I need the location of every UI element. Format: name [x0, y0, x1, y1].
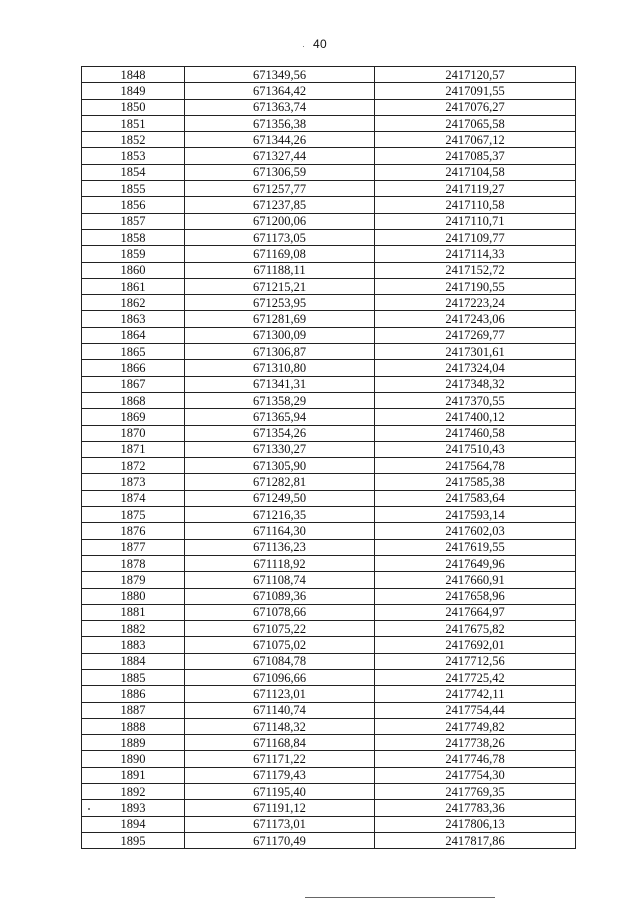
table-row	[82, 832, 576, 848]
point-number-cell: 1854	[82, 164, 185, 180]
point-number-cell: 1875	[82, 507, 185, 523]
point-number-cell: 1861	[82, 278, 185, 294]
x-coordinate-cell: 671075,02	[185, 637, 375, 653]
point-number-cell: 1850	[82, 99, 185, 115]
x-coordinate-cell: 671148,32	[185, 718, 375, 734]
y-coordinate-cell: 2417619,55	[375, 539, 576, 555]
point-number-cell: 1870	[82, 425, 185, 441]
point-number-cell: 1876	[82, 523, 185, 539]
table-row	[82, 784, 576, 800]
point-number-cell: 1880	[82, 588, 185, 604]
table-row	[82, 669, 576, 685]
scan-speck	[303, 46, 304, 47]
y-coordinate-cell: 2417583,64	[375, 490, 576, 506]
point-number-cell: 1893	[82, 800, 185, 816]
table-row	[82, 115, 576, 131]
table-row	[82, 588, 576, 604]
table-row	[82, 474, 576, 490]
point-number-cell: 1848	[82, 67, 185, 83]
table-row	[82, 409, 576, 425]
point-number-cell: 1851	[82, 115, 185, 131]
x-coordinate-cell: 671169,08	[185, 246, 375, 262]
x-coordinate-cell: 671216,35	[185, 507, 375, 523]
x-coordinate-cell: 671249,50	[185, 490, 375, 506]
x-coordinate-cell: 671084,78	[185, 653, 375, 669]
table-row	[82, 441, 576, 457]
y-coordinate-cell: 2417593,14	[375, 507, 576, 523]
y-coordinate-cell: 2417806,13	[375, 816, 576, 832]
point-number-cell: 1877	[82, 539, 185, 555]
y-coordinate-cell: 2417742,11	[375, 686, 576, 702]
table-row	[82, 653, 576, 669]
x-coordinate-cell: 671215,21	[185, 278, 375, 294]
point-number-cell: 1873	[82, 474, 185, 490]
point-number-cell: 1881	[82, 604, 185, 620]
y-coordinate-cell: 2417348,32	[375, 376, 576, 392]
point-number-cell: 1863	[82, 311, 185, 327]
table-row	[82, 539, 576, 555]
point-number-cell: 1852	[82, 132, 185, 148]
y-coordinate-cell: 2417269,77	[375, 327, 576, 343]
table-row	[82, 164, 576, 180]
page-number: 40	[313, 37, 327, 51]
y-coordinate-cell: 2417725,42	[375, 669, 576, 685]
table-row	[82, 816, 576, 832]
y-coordinate-cell: 2417110,58	[375, 197, 576, 213]
y-coordinate-cell: 2417190,55	[375, 278, 576, 294]
y-coordinate-cell: 2417110,71	[375, 213, 576, 229]
y-coordinate-cell: 2417783,36	[375, 800, 576, 816]
point-number-cell: 1882	[82, 621, 185, 637]
y-coordinate-cell: 2417370,55	[375, 392, 576, 408]
x-coordinate-cell: 671281,69	[185, 311, 375, 327]
x-coordinate-cell: 671173,01	[185, 816, 375, 832]
x-coordinate-cell: 671089,36	[185, 588, 375, 604]
point-number-cell: 1874	[82, 490, 185, 506]
y-coordinate-cell: 2417658,96	[375, 588, 576, 604]
table-row	[82, 392, 576, 408]
y-coordinate-cell: 2417564,78	[375, 458, 576, 474]
x-coordinate-cell: 671164,30	[185, 523, 375, 539]
table-row	[82, 751, 576, 767]
table-row	[82, 490, 576, 506]
y-coordinate-cell: 2417749,82	[375, 718, 576, 734]
y-coordinate-cell: 2417076,27	[375, 99, 576, 115]
y-coordinate-cell: 2417817,86	[375, 832, 576, 848]
point-number-cell: 1849	[82, 83, 185, 99]
table-row	[82, 132, 576, 148]
point-number-cell: 1872	[82, 458, 185, 474]
table-row	[82, 425, 576, 441]
point-number-cell: 1892	[82, 784, 185, 800]
y-coordinate-cell: 2417675,82	[375, 621, 576, 637]
table-row	[82, 213, 576, 229]
point-number-cell: 1894	[82, 816, 185, 832]
table-row	[82, 278, 576, 294]
footer-rule	[305, 897, 495, 898]
x-coordinate-cell: 671118,92	[185, 555, 375, 571]
table-row	[82, 327, 576, 343]
table-row	[82, 246, 576, 262]
table-row	[82, 67, 576, 83]
x-coordinate-cell: 671358,29	[185, 392, 375, 408]
y-coordinate-cell: 2417712,56	[375, 653, 576, 669]
x-coordinate-cell: 671327,44	[185, 148, 375, 164]
table-row	[82, 702, 576, 718]
table-row	[82, 686, 576, 702]
y-coordinate-cell: 2417301,61	[375, 344, 576, 360]
table-row	[82, 735, 576, 751]
table-row	[82, 767, 576, 783]
y-coordinate-cell: 2417085,37	[375, 148, 576, 164]
x-coordinate-cell: 671310,80	[185, 360, 375, 376]
y-coordinate-cell: 2417400,12	[375, 409, 576, 425]
table-row	[82, 148, 576, 164]
point-number-cell: 1886	[82, 686, 185, 702]
y-coordinate-cell: 2417692,01	[375, 637, 576, 653]
y-coordinate-cell: 2417602,03	[375, 523, 576, 539]
point-number-cell: 1855	[82, 181, 185, 197]
table-row	[82, 637, 576, 653]
point-number-cell: 1867	[82, 376, 185, 392]
point-number-cell: 1879	[82, 572, 185, 588]
point-number-cell: 1866	[82, 360, 185, 376]
table-row	[82, 229, 576, 245]
x-coordinate-cell: 671123,01	[185, 686, 375, 702]
x-coordinate-cell: 671096,66	[185, 669, 375, 685]
table-row	[82, 376, 576, 392]
y-coordinate-cell: 2417104,58	[375, 164, 576, 180]
x-coordinate-cell: 671349,56	[185, 67, 375, 83]
point-number-cell: 1895	[82, 832, 185, 848]
table-row	[82, 360, 576, 376]
table-row	[82, 604, 576, 620]
x-coordinate-cell: 671191,12	[185, 800, 375, 816]
x-coordinate-cell: 671075,22	[185, 621, 375, 637]
x-coordinate-cell: 671344,26	[185, 132, 375, 148]
x-coordinate-cell: 671173,05	[185, 229, 375, 245]
x-coordinate-cell: 671356,38	[185, 115, 375, 131]
table-row	[82, 83, 576, 99]
x-coordinate-cell: 671306,59	[185, 164, 375, 180]
table-row	[82, 555, 576, 571]
table-row	[82, 718, 576, 734]
point-number-cell: 1871	[82, 441, 185, 457]
y-coordinate-cell: 2417119,27	[375, 181, 576, 197]
x-coordinate-cell: 671168,84	[185, 735, 375, 751]
y-coordinate-cell: 2417660,91	[375, 572, 576, 588]
point-number-cell: 1885	[82, 669, 185, 685]
table-row	[82, 197, 576, 213]
scan-speck	[88, 808, 90, 810]
y-coordinate-cell: 2417065,58	[375, 115, 576, 131]
table-row	[82, 344, 576, 360]
x-coordinate-cell: 671140,74	[185, 702, 375, 718]
point-number-cell: 1890	[82, 751, 185, 767]
y-coordinate-cell: 2417746,78	[375, 751, 576, 767]
table-row	[82, 295, 576, 311]
x-coordinate-cell: 671170,49	[185, 832, 375, 848]
x-coordinate-cell: 671363,74	[185, 99, 375, 115]
point-number-cell: 1862	[82, 295, 185, 311]
table-row	[82, 99, 576, 115]
y-coordinate-cell: 2417510,43	[375, 441, 576, 457]
table-row	[82, 621, 576, 637]
point-number-cell: 1884	[82, 653, 185, 669]
y-coordinate-cell: 2417585,38	[375, 474, 576, 490]
table-row	[82, 507, 576, 523]
coordinates-table-body	[82, 67, 576, 849]
x-coordinate-cell: 671108,74	[185, 572, 375, 588]
table-row	[82, 572, 576, 588]
point-number-cell: 1887	[82, 702, 185, 718]
point-number-cell: 1878	[82, 555, 185, 571]
x-coordinate-cell: 671200,06	[185, 213, 375, 229]
point-number-cell: 1868	[82, 392, 185, 408]
y-coordinate-cell: 2417223,24	[375, 295, 576, 311]
table-row	[82, 523, 576, 539]
y-coordinate-cell: 2417738,26	[375, 735, 576, 751]
x-coordinate-cell: 671282,81	[185, 474, 375, 490]
y-coordinate-cell: 2417754,44	[375, 702, 576, 718]
table-row	[82, 181, 576, 197]
point-number-cell: 1859	[82, 246, 185, 262]
coordinates-table	[81, 66, 576, 849]
x-coordinate-cell: 671341,31	[185, 376, 375, 392]
x-coordinate-cell: 671306,87	[185, 344, 375, 360]
point-number-cell: 1853	[82, 148, 185, 164]
y-coordinate-cell: 2417109,77	[375, 229, 576, 245]
x-coordinate-cell: 671364,42	[185, 83, 375, 99]
y-coordinate-cell: 2417649,96	[375, 555, 576, 571]
x-coordinate-cell: 671195,40	[185, 784, 375, 800]
x-coordinate-cell: 671188,11	[185, 262, 375, 278]
x-coordinate-cell: 671171,22	[185, 751, 375, 767]
y-coordinate-cell: 2417067,12	[375, 132, 576, 148]
y-coordinate-cell: 2417243,06	[375, 311, 576, 327]
x-coordinate-cell: 671330,27	[185, 441, 375, 457]
x-coordinate-cell: 671365,94	[185, 409, 375, 425]
x-coordinate-cell: 671305,90	[185, 458, 375, 474]
y-coordinate-cell: 2417152,72	[375, 262, 576, 278]
x-coordinate-cell: 671179,43	[185, 767, 375, 783]
x-coordinate-cell: 671237,85	[185, 197, 375, 213]
point-number-cell: 1888	[82, 718, 185, 734]
x-coordinate-cell: 671257,77	[185, 181, 375, 197]
y-coordinate-cell: 2417769,35	[375, 784, 576, 800]
y-coordinate-cell: 2417114,33	[375, 246, 576, 262]
point-number-cell: 1858	[82, 229, 185, 245]
point-number-cell: 1856	[82, 197, 185, 213]
y-coordinate-cell: 2417754,30	[375, 767, 576, 783]
table-row	[82, 458, 576, 474]
x-coordinate-cell: 671078,66	[185, 604, 375, 620]
table-row	[82, 800, 576, 816]
table-row	[82, 262, 576, 278]
point-number-cell: 1889	[82, 735, 185, 751]
point-number-cell: 1883	[82, 637, 185, 653]
y-coordinate-cell: 2417120,57	[375, 67, 576, 83]
y-coordinate-cell: 2417664,97	[375, 604, 576, 620]
point-number-cell: 1865	[82, 344, 185, 360]
x-coordinate-cell: 671253,95	[185, 295, 375, 311]
point-number-cell: 1864	[82, 327, 185, 343]
point-number-cell: 1869	[82, 409, 185, 425]
x-coordinate-cell: 671354,26	[185, 425, 375, 441]
y-coordinate-cell: 2417460,58	[375, 425, 576, 441]
y-coordinate-cell: 2417091,55	[375, 83, 576, 99]
x-coordinate-cell: 671136,23	[185, 539, 375, 555]
x-coordinate-cell: 671300,09	[185, 327, 375, 343]
table-row	[82, 311, 576, 327]
point-number-cell: 1860	[82, 262, 185, 278]
point-number-cell: 1891	[82, 767, 185, 783]
y-coordinate-cell: 2417324,04	[375, 360, 576, 376]
point-number-cell: 1857	[82, 213, 185, 229]
